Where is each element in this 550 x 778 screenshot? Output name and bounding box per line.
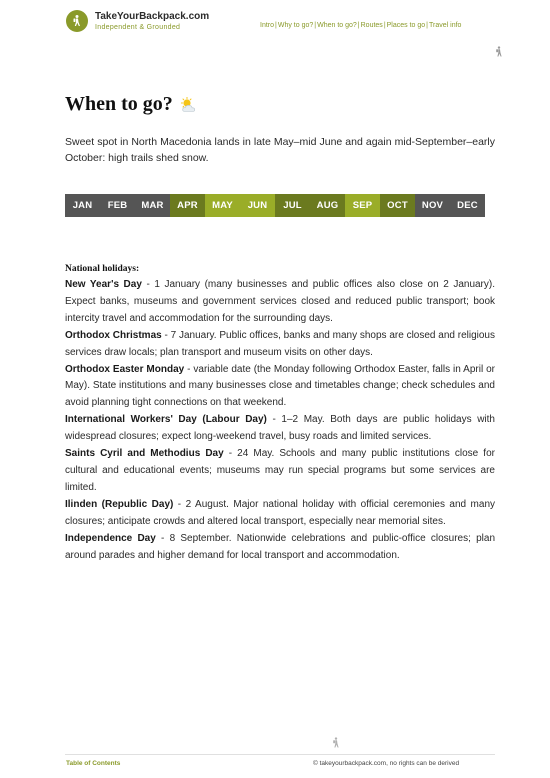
holiday-list <box>65 277 495 564</box>
holiday-description: - 2 August. Major national holiday with official ceremonies and many closures; anticipate crowds and altered local transport, especially near memorial sites. <box>65 498 496 527</box>
holiday-description: - variable date (the Monday following Orthodox Easter, falls in April or May). State institutions and many businesses close and timetables change; check schedules and avoid planning tight connections on that weekend. <box>65 363 496 409</box>
footer-divider <box>65 754 495 755</box>
month-cell-jan: JAN <box>65 194 100 217</box>
hiker-icon <box>494 46 504 58</box>
copyright-notice: © takeyourbackpack.com, no rights can be derived <box>313 760 460 767</box>
holiday-item <box>65 362 495 413</box>
month-calendar-bar <box>65 194 485 217</box>
month-cell-jun: JUN <box>240 194 275 217</box>
nav-link-intro[interactable]: Intro <box>260 22 275 29</box>
page-title: When to go? <box>65 93 173 115</box>
nav-link-travel-info[interactable]: Travel info <box>429 22 462 29</box>
nav-link-places-to-go[interactable]: Places to go <box>386 22 426 29</box>
month-cell-jul: JUL <box>275 194 310 217</box>
nav-link-why-to-go[interactable]: Why to go? <box>277 22 314 29</box>
holiday-item <box>65 446 495 497</box>
holiday-name: New Year's Day <box>65 279 142 290</box>
hiker-logo-icon <box>66 10 88 32</box>
page-header <box>0 0 550 44</box>
nav-link-when-to-go[interactable]: When to go? <box>317 22 357 29</box>
hiker-icon <box>331 737 341 749</box>
holiday-item <box>65 412 495 446</box>
holiday-name: Orthodox Easter Monday <box>65 363 185 375</box>
month-cell-oct: OCT <box>380 194 415 217</box>
brand-tagline: Independent & Grounded <box>95 23 181 31</box>
holiday-item <box>65 497 495 531</box>
month-cell-may: MAY <box>205 194 240 217</box>
table-of-contents-link[interactable]: Table of Contents <box>66 760 121 767</box>
month-cell-feb: FEB <box>100 194 135 217</box>
intro-paragraph: Sweet spot in North Macedonia lands in late May–mid June and again mid-September–early October: high trails shed snow. <box>65 136 495 164</box>
month-cell-sep: SEP <box>345 194 380 217</box>
holiday-description: - 7 January. Public offices, banks and many shops are closed and religious services draw locals; plan transport and museum visits on other days. <box>65 329 495 358</box>
holiday-description: - 8 September. Nationwide celebrations and public-office closures; plan around parades and higher demand for local transport and accommodation. <box>65 532 496 561</box>
holiday-name: Orthodox Christmas <box>65 329 162 341</box>
holiday-description: - 24 May. Schools and many public institutions close for cultural and educational events; museums may run special programs but some services are limited. <box>65 448 495 493</box>
holiday-name: Independence Day <box>65 532 156 544</box>
month-cell-mar: MAR <box>135 194 170 217</box>
holiday-item <box>65 531 495 565</box>
holiday-item <box>65 328 495 362</box>
holidays-heading: National holidays: <box>65 264 140 274</box>
nav-link-routes[interactable]: Routes <box>360 22 383 29</box>
month-cell-apr: APR <box>170 194 205 217</box>
month-cell-aug: AUG <box>310 194 345 217</box>
sun-behind-cloud-icon <box>179 97 199 113</box>
national-holidays-section <box>65 264 495 564</box>
brand-name: TakeYourBackpack.com <box>95 10 210 22</box>
holiday-description: - 1 January (many businesses and public offices also close on 2 January). Expect banks, museums and government services closed and reduced public transport; book intercity travel and accommodation for the surrounding days. <box>65 279 496 324</box>
month-cell-dec: DEC <box>450 194 485 217</box>
brand-logo[interactable] <box>66 10 209 32</box>
holiday-description: - 1–2 May. Both days are public holidays with widespread closures; expect long-weekend travel, busy roads and limited services. <box>65 414 495 443</box>
holiday-name: International Workers' Day (Labour Day) <box>65 414 267 426</box>
page-footer <box>0 754 550 778</box>
title-row <box>65 93 199 116</box>
holiday-item <box>65 277 495 328</box>
holiday-name: Saints Cyril and Methodius Day <box>65 448 224 460</box>
month-cell-nov: NOV <box>415 194 450 217</box>
holiday-name: Ilinden (Republic Day) <box>65 498 174 510</box>
top-navigation: Intro|Why to go?|When to go?|Routes|Places to go|Travel info <box>260 22 462 29</box>
